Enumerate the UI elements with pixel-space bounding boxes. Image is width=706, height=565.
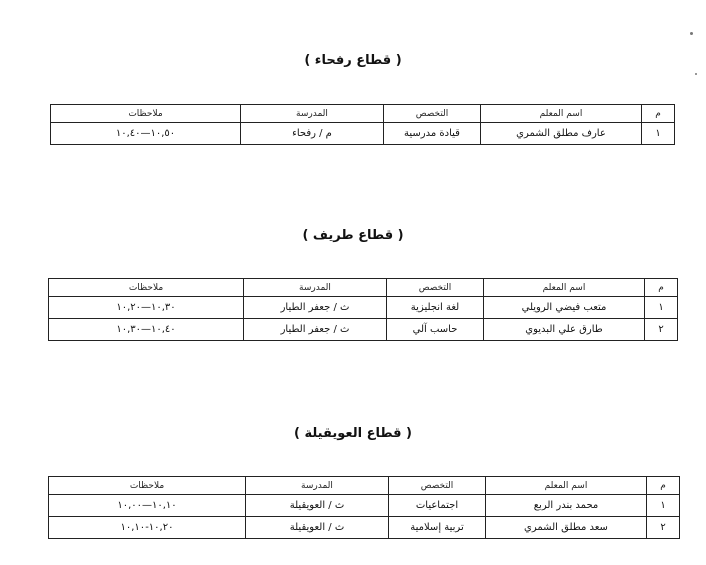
table-uwayqila bbox=[48, 476, 680, 539]
table-header-row bbox=[49, 477, 680, 495]
table-row bbox=[49, 495, 680, 517]
header-num: م bbox=[642, 105, 675, 123]
header-spec: التخصص bbox=[384, 105, 481, 123]
header-notes: ملاحظات bbox=[49, 279, 244, 297]
header-num: م bbox=[647, 477, 680, 495]
cell-spec: اجتماعيات bbox=[389, 495, 486, 517]
table-header-row bbox=[49, 279, 678, 297]
cell-notes: ١٠,٥٠—١٠,٤٠ bbox=[51, 123, 241, 145]
cell-num: ١ bbox=[645, 297, 678, 319]
cell-num: ٢ bbox=[647, 517, 680, 539]
scan-speck bbox=[690, 32, 693, 35]
cell-spec: قيادة مدرسية bbox=[384, 123, 481, 145]
header-name: اسم المعلم bbox=[481, 105, 642, 123]
cell-name: عارف مطلق الشمري bbox=[481, 123, 642, 145]
header-school: المدرسة bbox=[241, 105, 384, 123]
cell-school: ث / العويقيلة bbox=[246, 517, 389, 539]
table-header-row bbox=[51, 105, 675, 123]
cell-num: ١ bbox=[647, 495, 680, 517]
header-notes: ملاحظات bbox=[49, 477, 246, 495]
cell-notes: ١٠,٢٠-١٠,١٠ bbox=[49, 517, 246, 539]
header-num: م bbox=[645, 279, 678, 297]
cell-school: ث / جعفر الطيار bbox=[244, 319, 387, 341]
header-name: اسم المعلم bbox=[484, 279, 645, 297]
cell-num: ١ bbox=[642, 123, 675, 145]
header-spec: التخصص bbox=[387, 279, 484, 297]
table-rafha bbox=[50, 104, 675, 145]
cell-spec: حاسب آلي bbox=[387, 319, 484, 341]
cell-name: طارق علي البديوي bbox=[484, 319, 645, 341]
table-row bbox=[49, 297, 678, 319]
cell-notes: ١٠,٣٠—١٠,٢٠ bbox=[49, 297, 244, 319]
cell-num: ٢ bbox=[645, 319, 678, 341]
header-school: المدرسة bbox=[246, 477, 389, 495]
section-title-turaif: ( قطاع طريف ) bbox=[302, 228, 404, 243]
table-turaif bbox=[48, 278, 678, 341]
cell-notes: ١٠,١٠—١٠,٠٠ bbox=[49, 495, 246, 517]
header-notes: ملاحظات bbox=[51, 105, 241, 123]
cell-spec: تربية إسلامية bbox=[389, 517, 486, 539]
cell-name: سعد مطلق الشمري bbox=[486, 517, 647, 539]
section-title-uwayqila: ( قطاع العويقيلة ) bbox=[294, 426, 412, 441]
cell-name: محمد بندر الربع bbox=[486, 495, 647, 517]
table-row bbox=[49, 517, 680, 539]
header-spec: التخصص bbox=[389, 477, 486, 495]
header-school: المدرسة bbox=[244, 279, 387, 297]
cell-school: ث / جعفر الطيار bbox=[244, 297, 387, 319]
table-row bbox=[49, 319, 678, 341]
table-row bbox=[51, 123, 675, 145]
cell-school: ث / العويقيلة bbox=[246, 495, 389, 517]
header-name: اسم المعلم bbox=[486, 477, 647, 495]
cell-name: متعب فيضي الرويلي bbox=[484, 297, 645, 319]
cell-spec: لغة انجليزية bbox=[387, 297, 484, 319]
cell-school: م / رفحاء bbox=[241, 123, 384, 145]
cell-notes: ١٠,٤٠—١٠,٣٠ bbox=[49, 319, 244, 341]
section-title-rafha: ( قطاع رفحاء ) bbox=[304, 53, 402, 68]
scan-speck bbox=[695, 73, 697, 75]
